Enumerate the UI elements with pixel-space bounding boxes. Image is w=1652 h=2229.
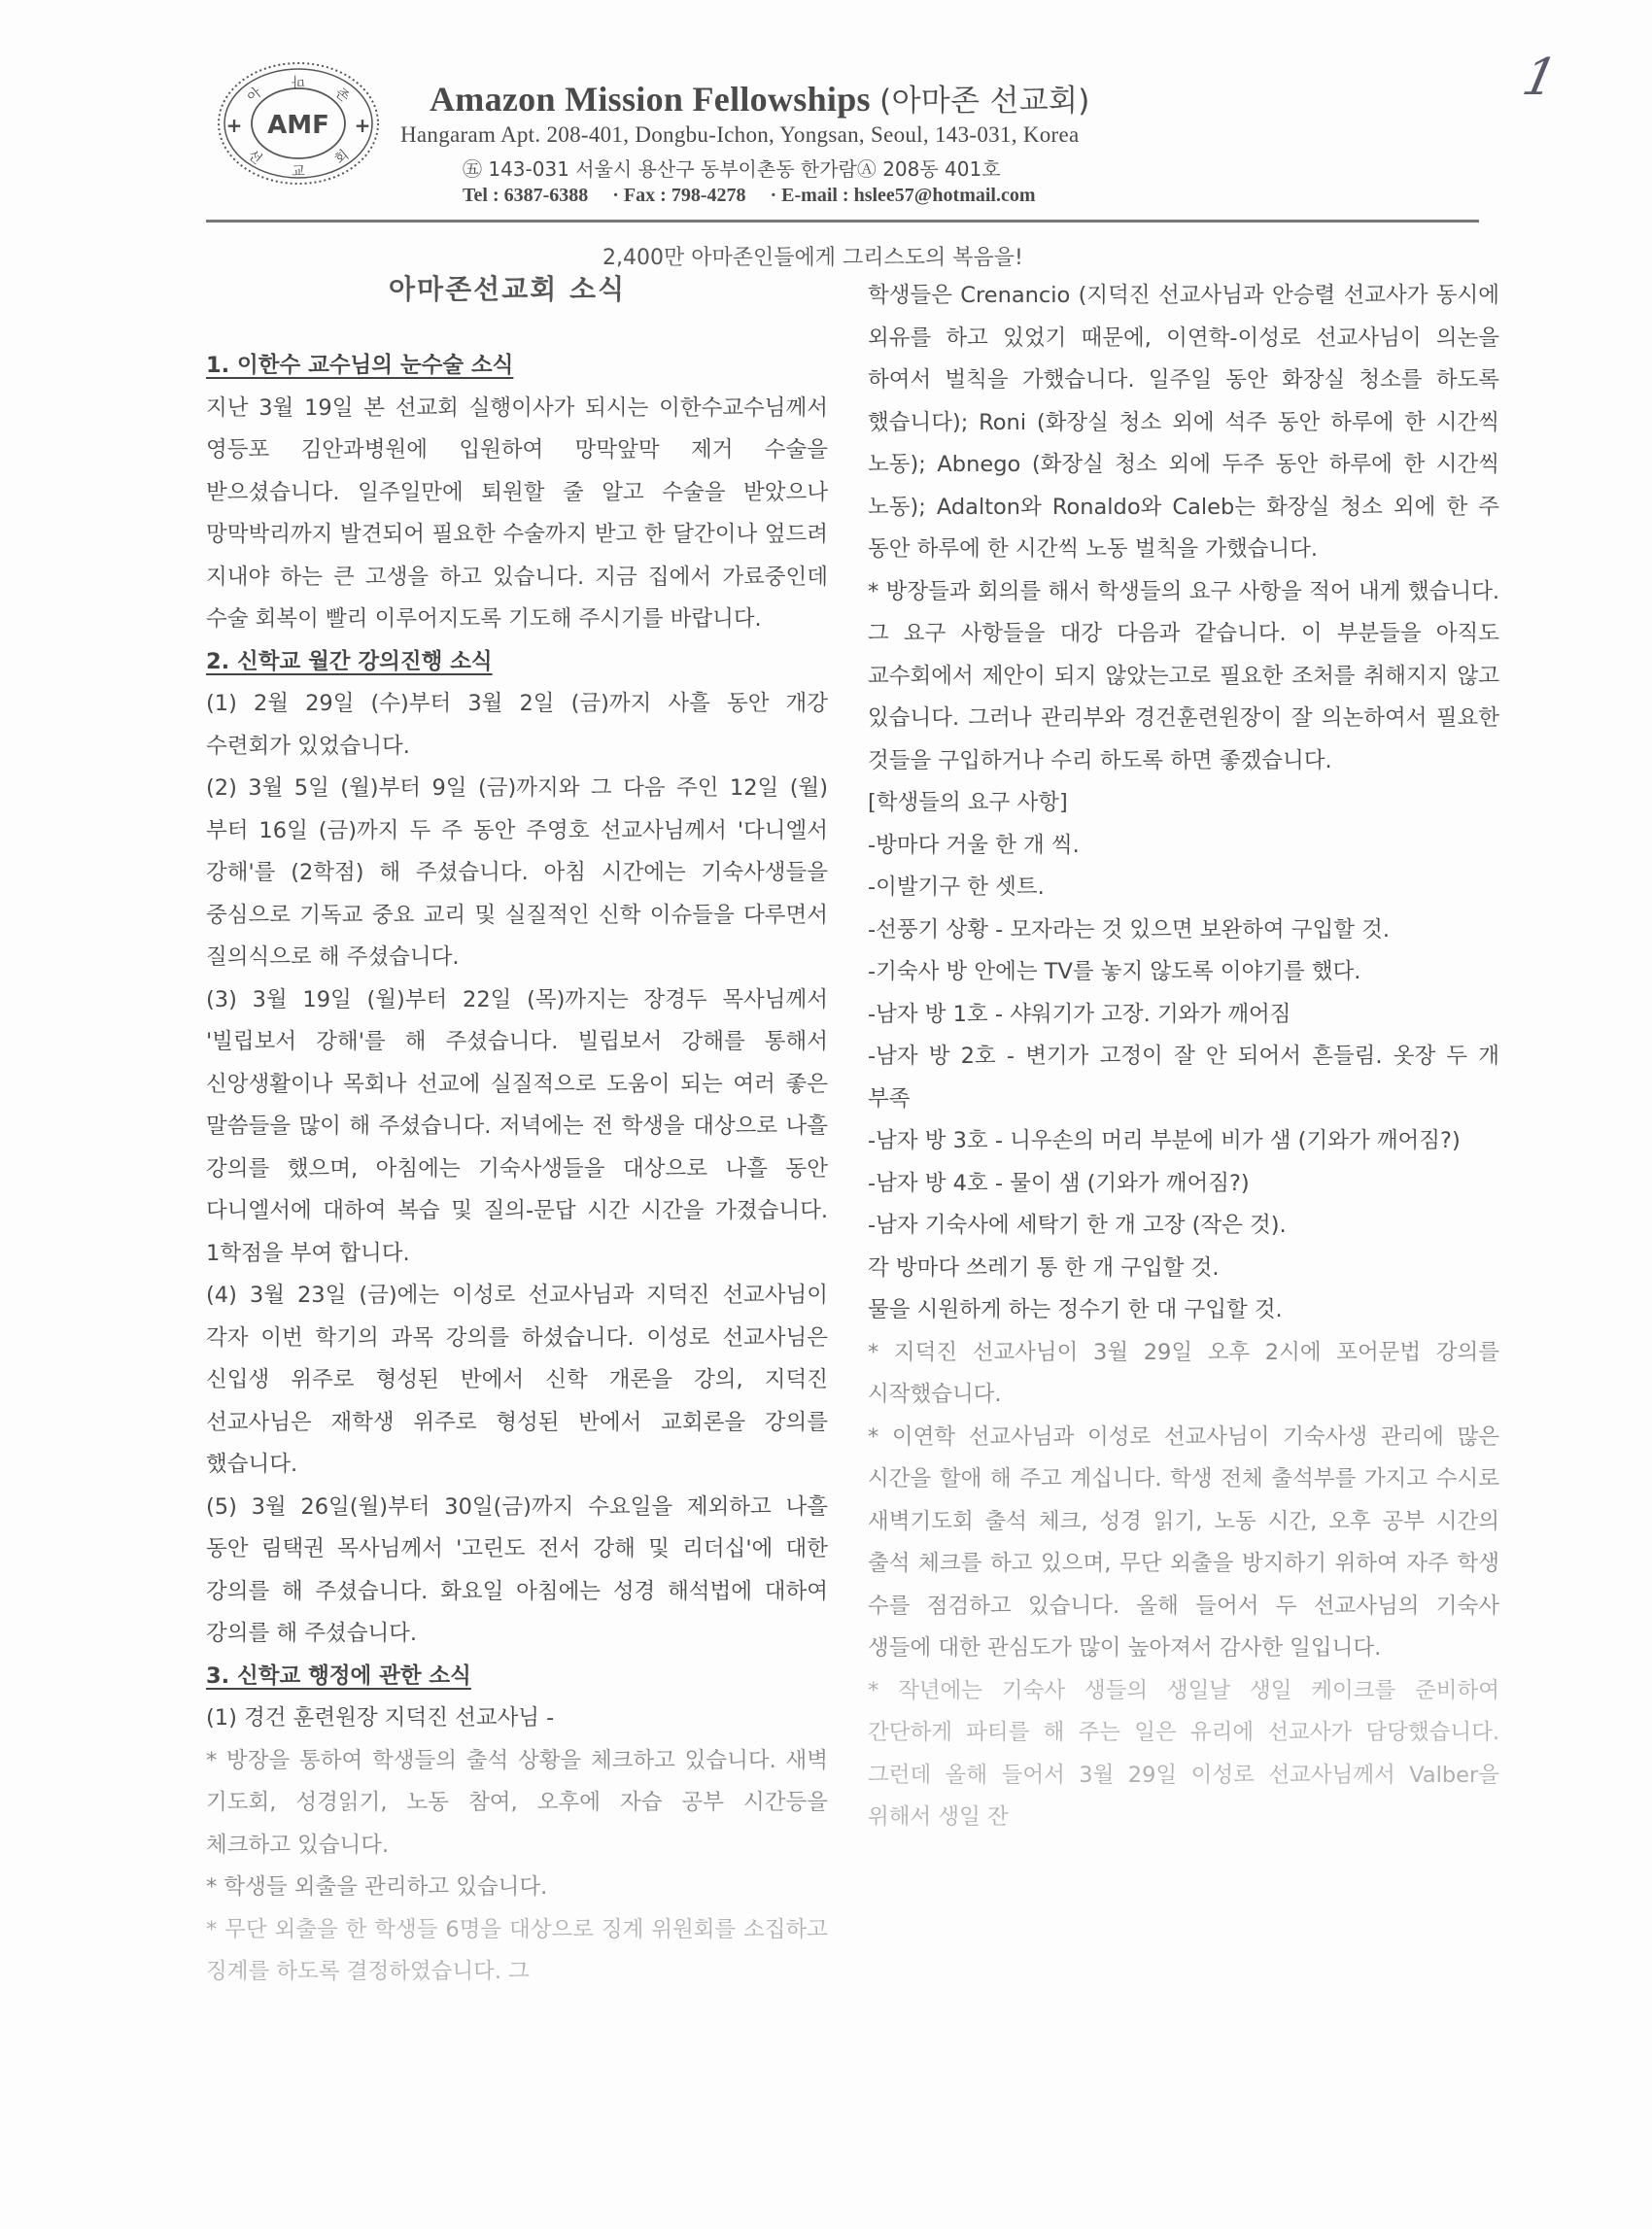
page-number: 1 <box>1517 49 1563 107</box>
newsletter-title: 아마존선교회 소식 <box>389 273 627 305</box>
header-divider <box>206 220 1479 223</box>
slogan: 2,400만 아마존인들에게 그리스도의 복음을! <box>602 246 1023 270</box>
svg-text:마: 마 <box>292 73 305 88</box>
request-item: -남자 방 3호 - 니우손의 머리 부분에 비가 샘 (기와가 깨어짐?) <box>868 1128 1461 1153</box>
section-2-item: (1) 2월 29일 (수)부터 3월 2일 (금)까지 사흘 동안 개강 수련회가 있었습니다. <box>206 691 828 759</box>
section-2-item: (3) 3월 19일 (월)부터 22일 (목)까지는 장경두 목사님께서 '빌립보서 강해'를 해 주셨습니다. 빌립보서 강해를 통해서 신앙생활이나 목회나 선교에 실질적으로 도움이 되는 여러 좋은 말씀들을 많이 해 주셨습니다. 저녁에는 전 학생을 대상으로 나흘 강의를 했으며, 아침에는 기숙사생들을 대상으로 나흘 동안 다니엘서에 대하여 복습 및 질의-문답 시간 시간을 가졌습니다. 1학점을 부여 합니다. <box>206 986 828 1266</box>
request-item: -기숙사 방 안에는 TV를 놓지 않도록 이야기를 했다. <box>868 959 1361 984</box>
email: · E-mail : hslee57@hotmail.com <box>770 185 1036 206</box>
request-item: 각 방마다 쓰레기 통 한 개 구입할 것. <box>868 1254 1220 1281</box>
right-paragraph: 학생들은 Crenancio (지덕진 선교사님과 안승렬 선교사가 동시에 외유를 하고 있었기 때문에, 이연학-이성로 선교사님이 의논을 하여서 벌칙을 가했습니다. 일주일 동안 화장실 청소를 하도록 했습니다); Roni (화장실 청소 외에 석주 동안 하루에 한 시간씩 노동); Abnego (화장실 청소 외에 두주 동안 하루에 한 시간씩 노동); Adalton와 Ronaldo와 Caleb는 화장실 청소 외에 한 주 동안 하루에 한 시간씩 노동 벌칙을 가했습니다. <box>868 283 1499 562</box>
note-item: * 이연학 선교사님과 이성로 선교사님이 기숙사생 관리에 많은 시간을 할애 해 주고 계십니다. 학생 전체 출석부를 가지고 수시로 새벽기도회 출석 체크, 성경 읽기, 노동 시간, 오후 공부 시간의 출석 체크를 하고 있으며, 무단 외출을 방지하기 위하여 자주 학생 수를 점검하고 있습니다. 올해 들어서 두 선교사님의 기숙사 생들에 대한 관심도가 많이 높아져서 감사한 일입니다. <box>868 1423 1499 1661</box>
address-korean: ㊄ 143-031 서울시 용산구 동부이촌동 한가람Ⓐ 208동 401호 <box>463 157 1001 181</box>
amf-logo-seal <box>216 60 381 187</box>
telephone: Tel : 6387-6388 <box>463 185 589 206</box>
seal-icon <box>216 60 381 187</box>
left-column <box>206 345 828 1994</box>
request-item: -이발기구 한 셋트. <box>868 874 1045 900</box>
request-item: -선풍기 상황 - 모자라는 것 있으면 보완하여 구입할 것. <box>868 916 1391 943</box>
svg-text:회: 회 <box>331 147 353 168</box>
right-paragraph: * 방장들과 회의를 해서 학생들의 요구 사항을 적어 내게 했습니다. 그 요구 사항들을 대강 다음과 같습니다. 이 부분들을 아직도 교수회에서 제안이 되지 않았는고로 필요한 조처를 취해지지 않고 있습니다. 그러나 관리부와 경건훈련원장이 잘 의논하여서 필요한 것들을 구입하거나 수리 하도록 하면 좋겠습니다. <box>868 578 1499 773</box>
note-item: * 작년에는 기숙사 생들의 생일날 생일 케이크를 준비하여 간단하게 파티를 해 주는 일은 유리에 선교사가 담당했습니다. 그런데 올해 들어서 3월 29일 이성로 선교사님께서 Valber을 위해서 생일 잔 <box>868 1677 1499 1830</box>
svg-text:+: + <box>354 114 371 137</box>
request-item: -남자 방 1호 - 샤워기가 고장. 기와가 깨어짐 <box>868 1001 1291 1027</box>
section-2-heading: 2. 신학교 월간 강의진행 소식 <box>206 648 493 674</box>
section-2-item: (2) 3월 5일 (월)부터 9일 (금)까지와 그 다음 주인 12일 (월)부터 16일 (금)까지 두 주 동안 주영호 선교사님께서 '다니엘서 강해'를 (2학점) 해 주셨습니다. 아침 시간에는 기숙사생들을 중심으로 기독교 중요 교리 및 실질적인 신학 이슈들을 다루면서 질의식으로 해 주셨습니다. <box>206 775 828 970</box>
request-item: -남자 방 4호 - 물이 샘 (기와가 깨어짐?) <box>868 1170 1250 1196</box>
section-2-item: (4) 3월 23일 (금)에는 이성로 선교사님과 지덕진 선교사님이 각자 이번 학기의 과목 강의를 하셨습니다. 이성로 선교사님은 신입생 위주로 형성된 반에서 신학 개론을 강의, 지덕진 선교사님은 재학생 위주로 형성된 반에서 교회론을 강의를 했습니다. <box>206 1283 828 1477</box>
org-name-korean: (아마존 선교회) <box>879 84 1090 119</box>
svg-text:AMF: AMF <box>267 111 329 140</box>
section-3-item: * 무단 외출을 한 학생들 6명을 대상으로 징계 위원회를 소집하고 징계를 하도록 결정하였습니다. 그 <box>206 1916 828 1984</box>
request-item: -남자 기숙사에 세탁기 한 개 고장 (작은 것). <box>868 1213 1287 1238</box>
section-1-heading: 1. 이한수 교수님의 눈수술 소식 <box>206 353 514 378</box>
org-name-english: Amazon Mission Fellowships <box>430 80 871 119</box>
svg-text:+: + <box>225 114 243 137</box>
address-english: Hangaram Apt. 208-401, Dongbu-Ichon, Yongsan, Seoul, 143-031, Korea <box>400 122 1080 147</box>
fax: · Fax : 798-4278 <box>612 185 746 206</box>
section-1-body: 지난 3월 19일 본 선교회 실행이사가 되시는 이한수교수님께서 영등포 김안과병원에 입원하여 망막앞막 제거 수술을 받으셨습니다. 일주일만에 퇴원할 줄 알고 수술을 받았으나 망막박리까지 발견되어 필요한 수술까지 받고 한 달간이나 엎드려 지내야 하는 큰 고생을 하고 있습니다. 지금 집에서 가료중인데 수술 회복이 빨리 이루어지도록 기도해 주시기를 바랍니다. <box>206 394 828 632</box>
svg-text:교: 교 <box>292 164 305 180</box>
requests-heading: [학생들의 요구 사항] <box>868 790 1068 815</box>
right-column <box>868 275 1499 1839</box>
section-3-item: * 학생들 외출을 관리하고 있습니다. <box>206 1874 548 1900</box>
svg-text:아: 아 <box>244 85 265 106</box>
request-item: 물을 시원하게 하는 정수기 한 대 구입할 것. <box>868 1297 1283 1322</box>
section-3-item: * 방장을 통하여 학생들의 출석 상황을 체크하고 있습니다. 새벽 기도회, 성경읽기, 노동 참여, 오후에 자습 공부 시간등을 체크하고 있습니다. <box>206 1747 828 1858</box>
contact-line <box>463 185 1055 207</box>
request-item: -방마다 거울 한 개 씩. <box>868 832 1080 858</box>
section-3-subheading: (1) 경건 훈련원장 지덕진 선교사님 - <box>206 1705 555 1731</box>
svg-text:선: 선 <box>244 147 265 168</box>
request-item: -남자 방 2호 - 변기가 고정이 잘 안 되어서 흔들림. 옷장 두 개 부족 <box>868 1044 1499 1112</box>
organization-title <box>430 76 1090 120</box>
section-3-heading: 3. 신학교 행정에 관한 소식 <box>206 1663 471 1689</box>
note-item: * 지덕진 선교사님이 3월 29일 오후 2시에 포어문법 강의를 시작했습니다. <box>868 1339 1499 1407</box>
svg-text:존: 존 <box>331 85 353 106</box>
section-2-item: (5) 3월 26일(월)부터 30일(금)까지 수요일을 제외하고 나흘 동안 림택권 목사님께서 '고린도 전서 강해 및 리더십'에 대한 강의를 해 주셨습니다. 화요일 아침에는 성경 해석법에 대하여 강의를 해 주셨습니다. <box>206 1493 828 1646</box>
